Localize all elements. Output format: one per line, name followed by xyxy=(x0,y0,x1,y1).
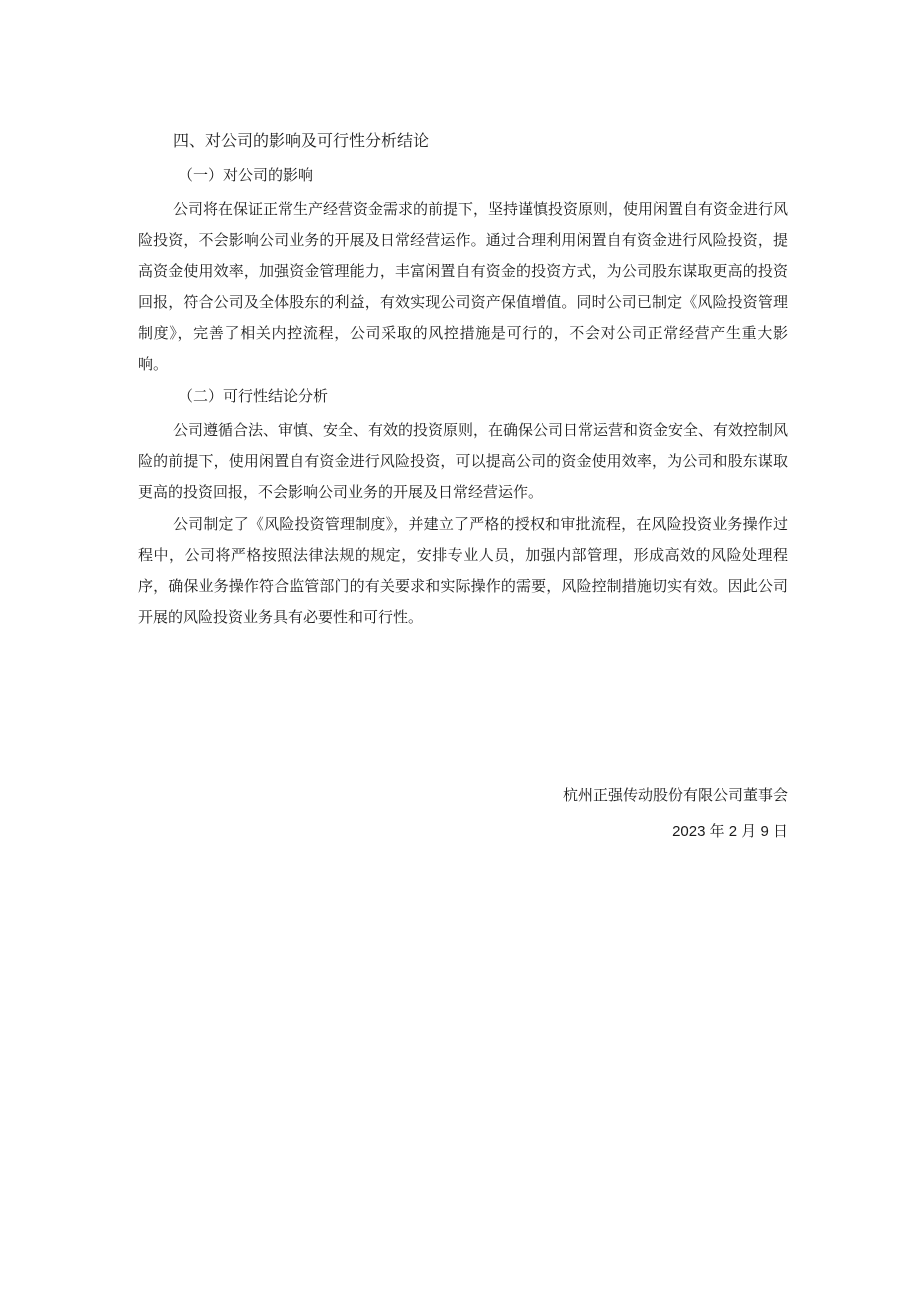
subsection-heading-feasibility: （二）可行性结论分析 xyxy=(178,387,329,405)
paragraph-feasibility-1: 公司遵循合法、审慎、安全、有效的投资原则，在确保公司日常运营和资金安全、有效控制风险的前提下，使用闲置自有资金进行风险投资，可以提高公司的资金使用效率，为公司和股东谋取更高的投资回报，不会影响公司业务的开展及日常经营运作。 xyxy=(138,421,789,501)
section-heading: 四、对公司的影响及可行性分析结论 xyxy=(173,131,430,150)
paragraph-feasibility-2: 公司制定了《风险投资管理制度》，并建立了严格的授权和审批流程，在风险投资业务操作过程中，公司将严格按照法律法规的规定，安排专业人员，加强内部管理，形成高效的风险处理程序，确保业务操作符合监管部门的有关要求和实际操作的需要，风险控制措施切实有效。因此公司开展的风险投资业务具有必要性和可行性。 xyxy=(138,515,788,626)
document-body xyxy=(138,126,788,634)
signature-organization: 杭州正强传动股份有限公司董事会 xyxy=(562,786,788,804)
paragraph-impact: 公司将在保证正常生产经营资金需求的前提下，坚持谨慎投资原则，使用闲置自有资金进行风险投资，不会影响公司业务的开展及日常经营运作。通过合理利用闲置自有资金进行风险投资，提高资金使用效率，加强资金管理能力，丰富闲置自有资金的投资方式，为公司股东谋取更高的投资回报，符合公司及全体股东的利益，有效实现公司资产保值增值。同时公司已制定《风险投资管理制度》，完善了相关内控流程，公司采取的风控措施是可行的，不会对公司正常经营产生重大影响。 xyxy=(138,200,789,373)
signature-date: 2023 年 2 月 9 日 xyxy=(672,823,788,840)
subsection-heading-impact: （一）对公司的影响 xyxy=(178,166,314,184)
